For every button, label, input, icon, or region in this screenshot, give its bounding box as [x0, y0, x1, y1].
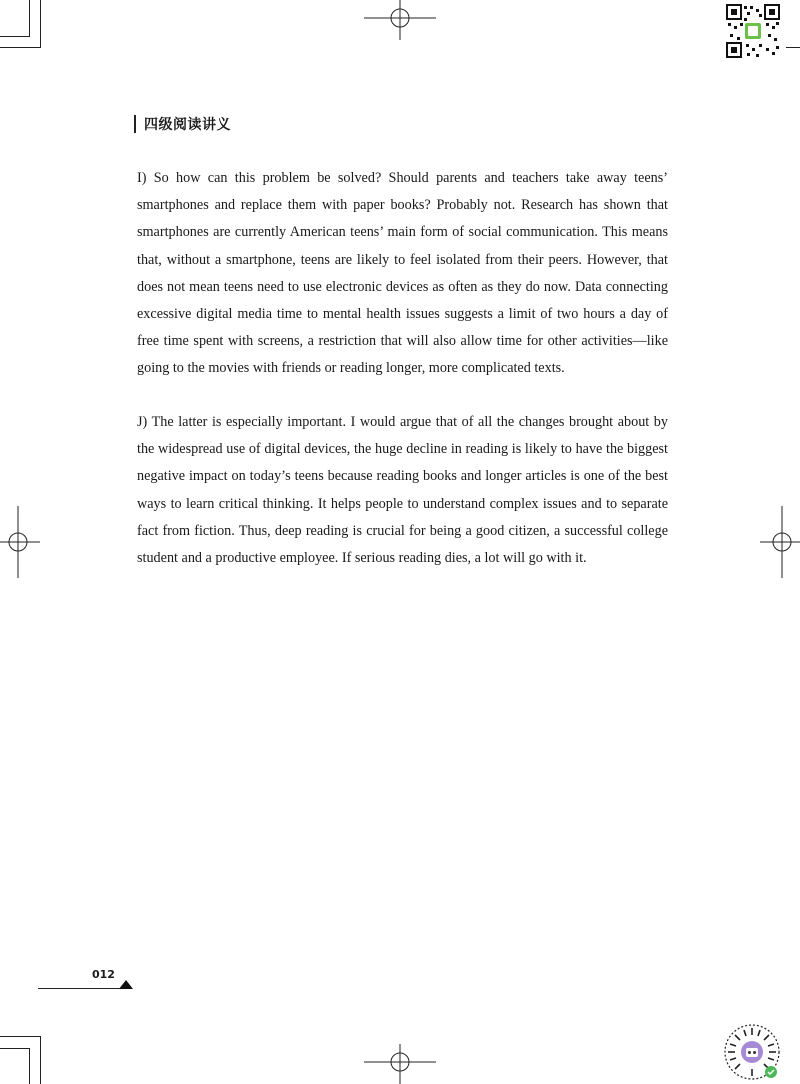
header-title: 四级阅读讲义 [144, 117, 231, 133]
crop-mark [0, 36, 30, 37]
crop-mark [29, 0, 30, 36]
crosshair-registration-mark-icon [364, 0, 436, 40]
qr-code-icon [726, 4, 780, 58]
crop-mark [0, 1036, 40, 1037]
crop-mark [40, 0, 41, 48]
crop-mark [0, 1048, 30, 1049]
footer-rule [38, 988, 124, 989]
page-number: 012 [92, 968, 115, 981]
crop-mark [40, 1036, 41, 1084]
crop-mark [29, 1048, 30, 1084]
crop-mark [0, 47, 40, 48]
mini-program-code-icon [724, 1024, 780, 1080]
triangle-marker-icon [119, 980, 133, 989]
header-bar [134, 115, 136, 133]
crosshair-registration-mark-icon [364, 1044, 436, 1084]
paragraph-j: J) The latter is especially important. I would argue that of all the changes brought about by the widespread use of digital devices, the huge decline in reading is likely to have the biggest negative impact on today’s teens because reading books and longer articles is one of the best ways to learn critical thinking. It helps people to understand complex issues and to separate fact from fiction. Thus, deep reading is crucial for being a good citizen, a successful college student and a productive employee. If serious reading dies, a lot will go with it. [137, 414, 668, 567]
crosshair-registration-mark-icon [760, 506, 800, 578]
paragraph-i: I) So how can this problem be solved? Should parents and teachers take away teens’ smartphones and replace them with paper books? Probably not. Research has shown that smartphones are currently American teens’ main form of social communication. This means that, without a smartphone, teens are likely to feel isolated from their peers. However, that does not mean teens need to use electronic devices as often as they do now. Data connecting excessive digital media time to mental health issues suggests a limit of two hours a day of free time spent with screens, a restriction that will also allow time for other activities—like going to the movies with friends or reading longer, more complicated texts. [137, 170, 668, 377]
running-header [134, 114, 231, 134]
crosshair-registration-mark-icon [0, 506, 40, 578]
crop-mark [786, 47, 800, 48]
